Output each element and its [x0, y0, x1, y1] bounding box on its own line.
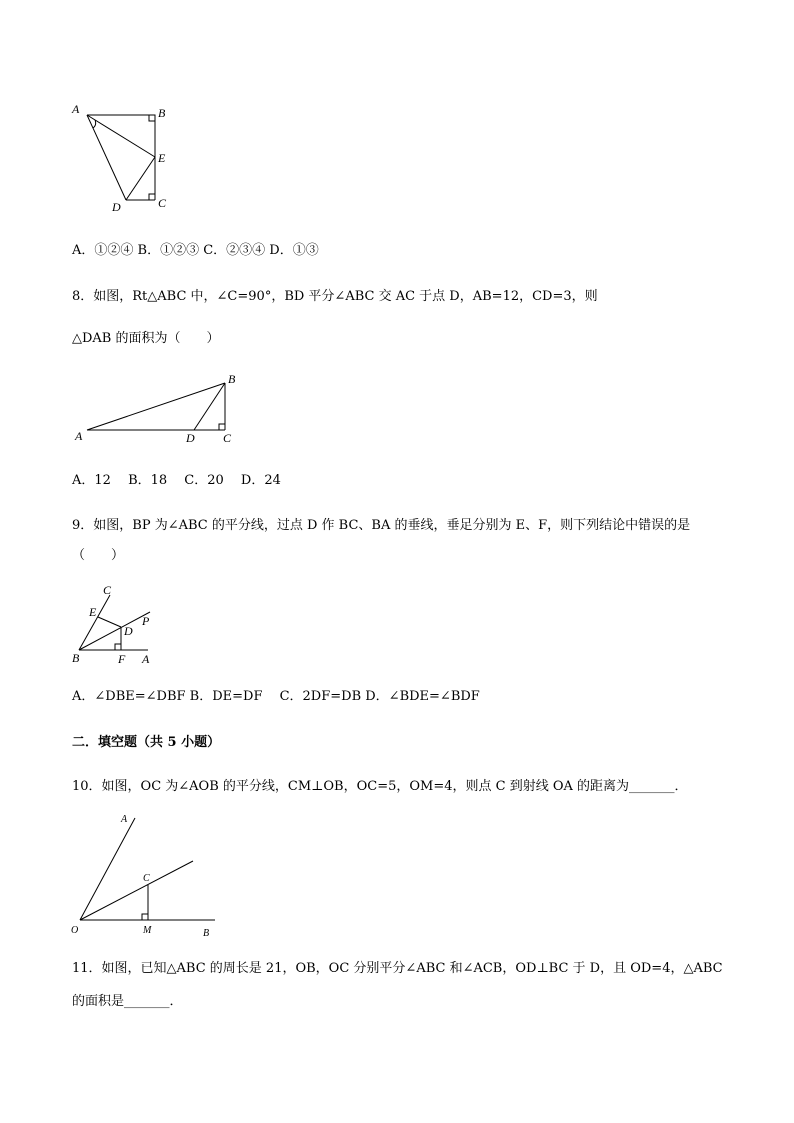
- q7-right-angle-c: [149, 194, 155, 200]
- q8-stem-line1: 8．如图，Rt△ABC 中，∠C=90°，BD 平分∠ABC 交 AC 于点 D，AB=12，CD=3，则: [72, 289, 598, 304]
- q7-figure: [60, 95, 190, 220]
- q9-stem-line2: （ ）: [72, 548, 125, 563]
- q8-right-angle-c: [219, 424, 225, 430]
- q10-ray-oa: [80, 818, 135, 920]
- q9-right-angle-f: [115, 644, 121, 650]
- q10-figure: [65, 810, 225, 940]
- q9-label-b: B: [72, 651, 80, 665]
- q8-segment-ab: [87, 383, 225, 430]
- q8-label-b: B: [228, 372, 236, 386]
- q8-label-a: A: [75, 429, 83, 443]
- q9-label-c: C: [103, 583, 112, 597]
- q7-label-e: E: [158, 151, 166, 165]
- q7-label-c: C: [158, 196, 167, 210]
- q10-label-a: A: [121, 814, 128, 825]
- q8-label-c: C: [223, 431, 232, 445]
- q8-options: A．12 B．18 C．20 D．24: [72, 473, 281, 488]
- q9-stem-line1: 9．如图，BP 为∠ABC 的平分线，过点 D 作 BC、BA 的垂线，垂足分别为 E、F，则下列结论中错误的是: [72, 518, 691, 533]
- q9-options: A．∠DBE=∠DBF B．DE=DF C．2DF=DB D．∠BDE=∠BDF: [72, 689, 480, 704]
- section-heading: 二．填空题（共 5 小题）: [72, 735, 221, 750]
- q9-label-a: A: [142, 652, 150, 666]
- q11-stem-line1: 11．如图，已知△ABC 的周长是 21，OB，OC 分别平分∠ABC 和∠ACB，OD⊥BC 于 D，且 OD=4，△ABC: [72, 961, 723, 976]
- q8-label-d: D: [186, 431, 195, 445]
- q7-label-b: B: [158, 106, 166, 120]
- q7-angle-arc: [93, 120, 96, 128]
- q10-label-b: B: [203, 928, 210, 939]
- q10-label-c: C: [143, 873, 150, 884]
- q7-label-d: D: [112, 200, 121, 214]
- q7-options: A．①②④ B．①②③ C．②③④ D．①③: [72, 243, 319, 258]
- q8-stem-line2: △DAB 的面积为（ ）: [72, 331, 220, 346]
- q10-right-angle-m: [142, 914, 148, 920]
- q7-segment-ae: [87, 115, 155, 157]
- q9-figure: [70, 580, 170, 670]
- q10-stem: 10．如图，OC 为∠AOB 的平分线，CM⊥OB，OC=5，OM=4，则点 C 到射线 OA 的距离为_______．: [72, 779, 688, 794]
- q11-stem-line2: 的面积是_______．: [72, 994, 183, 1009]
- q7-segment-ab-be-ec: [87, 115, 155, 200]
- q8-figure: [70, 370, 250, 450]
- q10-label-m: M: [143, 925, 152, 936]
- q9-label-f: F: [118, 652, 126, 666]
- q9-label-e: E: [89, 605, 97, 619]
- q7-right-angle-b: [149, 115, 155, 121]
- q8-segment-bd: [194, 383, 225, 430]
- q10-label-o: O: [71, 925, 79, 936]
- q9-segment-de: [98, 617, 121, 627]
- q7-label-a: A: [72, 102, 80, 116]
- q10-ray-oc: [80, 861, 193, 920]
- q9-label-p: P: [142, 614, 150, 628]
- q9-label-d: D: [124, 624, 133, 638]
